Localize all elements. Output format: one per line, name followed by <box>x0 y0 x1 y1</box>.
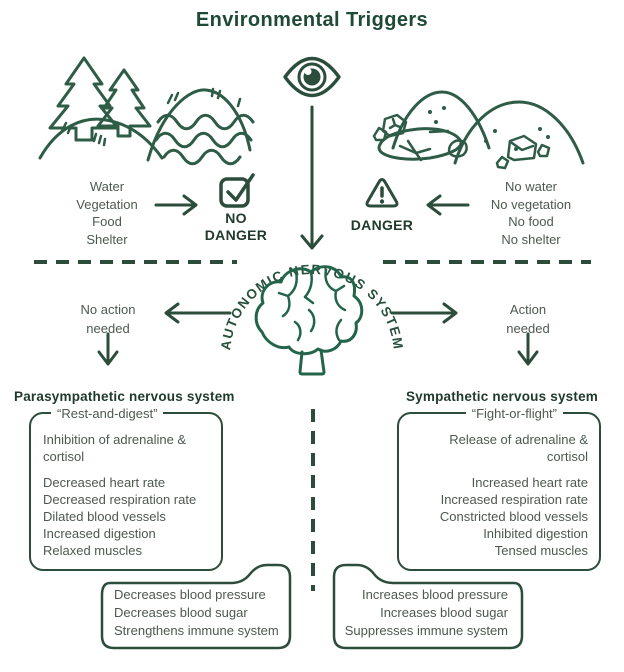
effect-item: Relaxed muscles <box>43 543 142 558</box>
sympathetic-nickname: “Fight-or-flight” <box>466 406 563 421</box>
effect-item: Increased digestion <box>43 526 156 541</box>
parasympathetic-outcomes <box>114 586 279 640</box>
ans-arc-label: AUTONOMIC NERVOUS SYSTEM <box>218 261 406 352</box>
grass-ticks <box>62 89 240 145</box>
arrow-deficits-to-danger <box>428 196 468 214</box>
effect-item: Dilated blood vessels <box>43 509 166 524</box>
effect-item: Increased respiration rate <box>440 492 588 507</box>
parasympathetic-nickname: “Rest-and-digest” <box>51 406 163 421</box>
effect-item: Decreased respiration rate <box>43 492 197 507</box>
arrow-brain-to-no-action <box>166 304 230 322</box>
list-item: No vegetation <box>490 196 572 212</box>
effect-item: Tensed muscles <box>494 543 588 558</box>
checkbox-checked-icon <box>221 175 253 206</box>
list-item: No food <box>508 214 554 229</box>
effect-item: Increased heart rate <box>471 475 588 490</box>
outcome-item: Increases blood pressure <box>362 587 508 602</box>
arrow-action-down <box>519 334 537 364</box>
sympathetic-heading: Sympathetic nervous system <box>405 389 598 404</box>
arrow-no-action-down <box>99 334 117 364</box>
arrow-resources-to-no-danger <box>156 196 196 214</box>
warning-icon <box>367 180 397 207</box>
effect-item: Inhibition of adrenaline & cortisol <box>43 432 187 464</box>
rocks <box>374 115 549 168</box>
parasympathetic-heading: Parasympathetic nervous system <box>14 389 235 404</box>
dry-pond <box>379 129 461 160</box>
effect-item: Inhibited digestion <box>483 526 588 541</box>
sympathetic-panel <box>397 406 601 571</box>
danger-label: DANGER <box>350 217 414 233</box>
parasympathetic-effects <box>31 414 221 559</box>
barren-mound <box>455 102 583 163</box>
effect-item: Constricted blood vessels <box>439 509 588 524</box>
water-waves <box>156 115 253 164</box>
list-item: Shelter <box>86 231 128 247</box>
safe-resources-list <box>52 178 162 248</box>
list-item: Water <box>89 179 125 194</box>
effect-item: Decreased heart rate <box>43 475 166 490</box>
brain-folds <box>279 270 345 340</box>
parasympathetic-panel <box>29 406 223 571</box>
sympathetic-outcomes <box>330 586 508 640</box>
effect-item: Release of adrenaline & cortisol <box>449 432 588 464</box>
outcome-item: Strengthens immune system <box>114 623 279 638</box>
page-title: Environmental Triggers <box>195 9 429 31</box>
deficits-list <box>472 178 590 248</box>
action-label: Action needed <box>506 302 550 336</box>
pine-tree-icon <box>50 58 118 140</box>
list-item: No shelter <box>501 231 561 247</box>
hill <box>148 90 250 160</box>
list-item: No water <box>504 179 558 194</box>
list-item: Vegetation <box>76 196 138 212</box>
outcome-item: Decreases blood sugar <box>114 605 248 620</box>
sympathetic-effects <box>399 414 599 559</box>
arrow-eye-to-brain <box>302 107 322 248</box>
list-item: Food <box>92 214 122 229</box>
eye-icon <box>285 59 339 96</box>
forest-illustration <box>40 58 253 164</box>
no-danger-label: NO DANGER <box>204 210 268 243</box>
outcome-item: Increases blood sugar <box>380 605 508 620</box>
outcome-item: Decreases blood pressure <box>114 587 266 602</box>
barren-mound <box>393 92 489 148</box>
barren-illustration <box>374 92 583 168</box>
no-action-label: No action needed <box>80 302 136 336</box>
arrow-brain-to-action <box>392 304 456 322</box>
outcome-item: Suppresses immune system <box>344 623 508 638</box>
